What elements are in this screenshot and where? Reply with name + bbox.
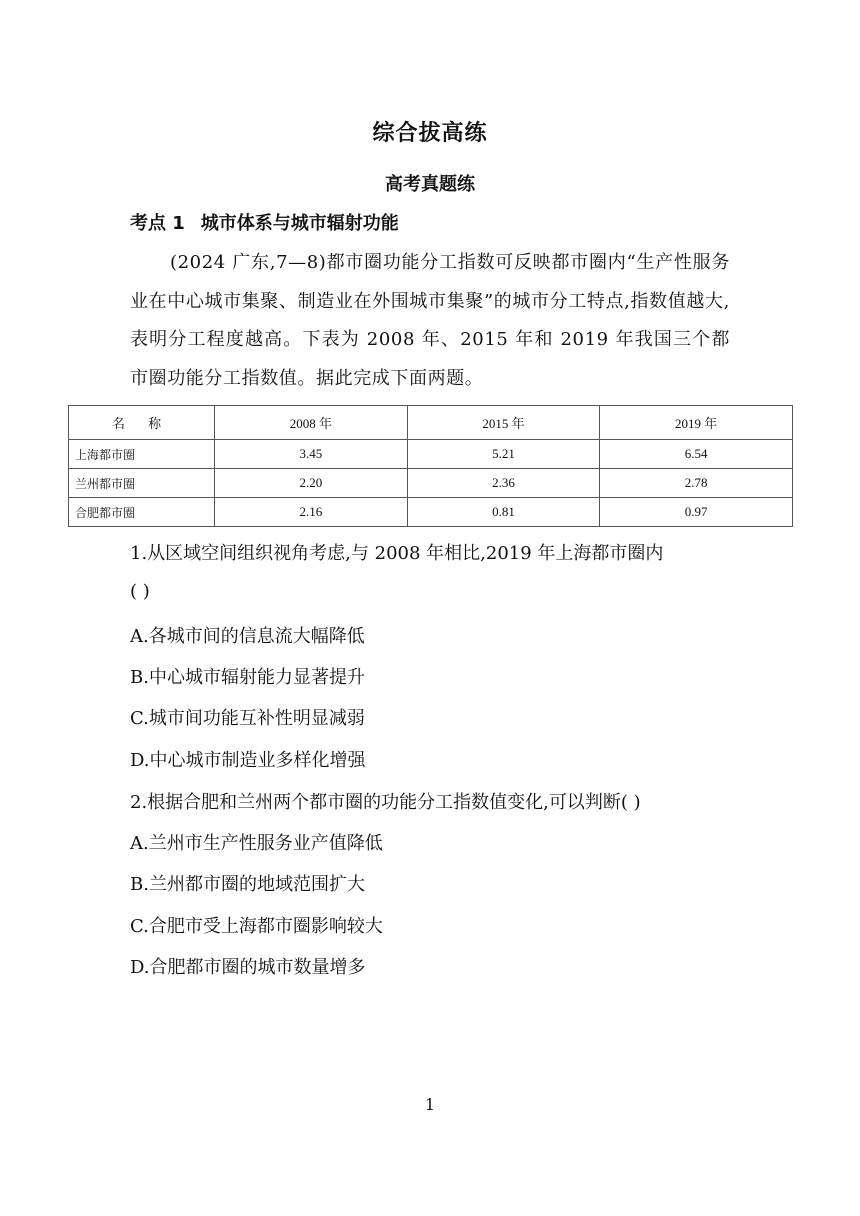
table-cell: 2.78 <box>600 469 793 498</box>
table-cell: 6.54 <box>600 440 793 469</box>
intro-paragraph: (2024 广东,7—8)都市圈功能分工指数可反映都市圈内“生产性服务业在中心城市集聚、制造业在外围城市集聚”的城市分工特点,指数值越大,表明分工程度越高。下表为 2008 年、2015 年和 2019 年我国三个都市圈功能分工指数值。据此完成下面两题。 <box>130 252 730 389</box>
table-cell: 5.21 <box>407 440 600 469</box>
table-cell-name: 合肥都市圈 <box>69 498 215 527</box>
question-1-option-c: C.城市间功能互补性明显减弱 <box>130 708 365 729</box>
table-cell: 0.81 <box>407 498 600 527</box>
table-cell: 2.36 <box>407 469 600 498</box>
section-heading <box>130 209 399 235</box>
table-cell: 2.16 <box>215 498 408 527</box>
table-header-cell: 2008 年 <box>215 406 408 440</box>
section-title: 城市体系与城市辐射功能 <box>200 213 399 234</box>
question-1-stem: 1.从区域空间组织视角考虑,与 2008 年相比,2019 年上海都市圈内 <box>130 543 664 564</box>
page-title: 综合拔高练 <box>372 121 488 146</box>
question-2-option-d: D.合肥都市圈的城市数量增多 <box>130 957 366 978</box>
table-row <box>69 469 793 498</box>
section-number: 考点 1 <box>130 213 185 234</box>
question-2-option-b: B.兰州都市圈的地域范围扩大 <box>130 874 365 895</box>
table-cell: 3.45 <box>215 440 408 469</box>
question-1-answer-bracket: ( ) <box>130 581 150 602</box>
question-1-option-b: B.中心城市辐射能力显著提升 <box>130 667 365 688</box>
table-row <box>69 440 793 469</box>
table-row <box>69 498 793 527</box>
question-2-option-c: C.合肥市受上海都市圈影响较大 <box>130 916 383 937</box>
page-number: 1 <box>424 1095 436 1114</box>
table-header-cell: 名 称 <box>69 406 215 440</box>
question-2-stem: 2.根据合肥和兰州两个都市圈的功能分工指数值变化,可以判断( ) <box>130 792 641 813</box>
table-cell: 2.20 <box>215 469 408 498</box>
table-cell-name: 兰州都市圈 <box>69 469 215 498</box>
question-1-option-d: D.中心城市制造业多样化增强 <box>130 750 366 771</box>
question-1-option-a: A.各城市间的信息流大幅降低 <box>130 626 365 647</box>
table-header-row <box>69 406 793 440</box>
table-header-cell: 2015 年 <box>407 406 600 440</box>
page-subtitle: 高考真题练 <box>385 174 475 195</box>
table-cell: 0.97 <box>600 498 793 527</box>
data-table <box>68 405 793 527</box>
table-header-cell: 2019 年 <box>600 406 793 440</box>
table-cell-name: 上海都市圈 <box>69 440 215 469</box>
question-2-option-a: A.兰州市生产性服务业产值降低 <box>130 833 383 854</box>
